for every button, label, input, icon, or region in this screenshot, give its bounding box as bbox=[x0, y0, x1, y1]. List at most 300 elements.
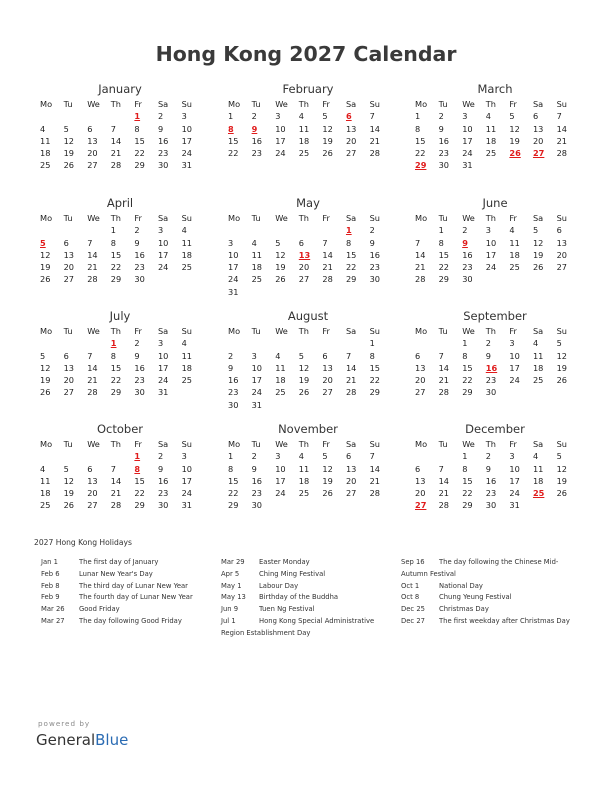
day-cell: 7 bbox=[110, 463, 116, 474]
day-cell: 8 bbox=[110, 350, 116, 361]
day-cell: 15 bbox=[462, 362, 473, 373]
weekday-header: Tu bbox=[438, 213, 448, 223]
month-september bbox=[415, 309, 575, 399]
weekday-header: Tu bbox=[63, 439, 73, 449]
day-cell: 19 bbox=[509, 135, 520, 146]
day-cell: 18 bbox=[532, 362, 544, 373]
weekday-header: We bbox=[87, 326, 100, 336]
day-cell: 9 bbox=[485, 463, 491, 474]
day-cell: 18 bbox=[298, 135, 310, 146]
day-cell: 9 bbox=[369, 237, 375, 248]
month-day-grid bbox=[40, 438, 200, 512]
day-cell: 4 bbox=[275, 350, 281, 361]
day-cell: 18 bbox=[181, 249, 192, 260]
day-cell: 6 bbox=[298, 237, 304, 248]
powered-by-text: powered by bbox=[38, 719, 91, 728]
day-cell: 13 bbox=[415, 475, 426, 486]
day-cell: 9 bbox=[157, 463, 164, 474]
day-cell: 17 bbox=[275, 475, 286, 486]
holiday-row bbox=[221, 569, 391, 581]
day-cell: 3 bbox=[275, 451, 281, 462]
weekday-header: Sa bbox=[157, 439, 169, 449]
day-cell: 10 bbox=[157, 237, 169, 248]
day-cell: 3 bbox=[251, 350, 257, 361]
month-march bbox=[415, 82, 575, 172]
weekday-header: Tu bbox=[438, 326, 448, 336]
day-cell: 10 bbox=[228, 249, 239, 260]
day-cell: 5 bbox=[40, 350, 46, 361]
day-cell: 13 bbox=[87, 135, 98, 146]
day-cell: 17 bbox=[485, 249, 497, 260]
day-cell: 24 bbox=[275, 488, 286, 499]
day-cell: 13 bbox=[87, 475, 98, 486]
day-cell: 20 bbox=[345, 475, 357, 486]
holiday-row bbox=[41, 581, 216, 593]
holiday-day-cell: 25 bbox=[532, 488, 545, 499]
holiday-row bbox=[41, 557, 216, 569]
day-cell: 17 bbox=[509, 362, 520, 373]
generalblue-logo[interactable] bbox=[36, 731, 128, 749]
weekday-header: We bbox=[87, 99, 100, 109]
empty-cell bbox=[111, 450, 135, 462]
holiday-name: Good Friday bbox=[79, 605, 120, 614]
day-cell: 13 bbox=[63, 249, 75, 260]
holiday-date: Dec 25 bbox=[401, 605, 425, 614]
day-cell: 20 bbox=[415, 375, 426, 386]
day-cell: 4 bbox=[181, 225, 187, 236]
day-cell: 8 bbox=[415, 123, 421, 134]
weekday-header: Tu bbox=[251, 99, 261, 109]
day-cell: 23 bbox=[251, 488, 263, 499]
day-cell: 15 bbox=[134, 135, 145, 146]
day-cell: 15 bbox=[369, 362, 380, 373]
weekday-header: Tu bbox=[63, 326, 73, 336]
day-cell: 27 bbox=[556, 262, 567, 273]
day-cell: 15 bbox=[415, 135, 426, 146]
weekday-header: Tu bbox=[438, 99, 448, 109]
day-cell: 6 bbox=[556, 225, 562, 236]
weekday-header: Tu bbox=[251, 213, 261, 223]
day-cell: 7 bbox=[322, 237, 328, 248]
day-cell: 5 bbox=[532, 225, 539, 236]
day-cell: 25 bbox=[40, 500, 51, 511]
month-name: April bbox=[106, 196, 134, 210]
day-cell: 2 bbox=[485, 338, 491, 349]
day-cell: 4 bbox=[509, 225, 515, 236]
day-cell: 22 bbox=[110, 262, 122, 273]
weekday-header: Su bbox=[369, 439, 380, 449]
day-cell: 22 bbox=[134, 488, 145, 499]
day-cell: 27 bbox=[345, 148, 357, 159]
weekday-header: Su bbox=[556, 99, 567, 109]
empty-cell bbox=[346, 337, 370, 349]
day-cell: 4 bbox=[532, 451, 539, 462]
month-name: March bbox=[477, 82, 513, 96]
day-cell: 25 bbox=[181, 262, 192, 273]
day-cell: 22 bbox=[438, 262, 450, 273]
empty-cell bbox=[228, 224, 252, 236]
day-cell: 18 bbox=[40, 488, 51, 499]
empty-cell bbox=[87, 337, 111, 349]
day-cell: 23 bbox=[134, 262, 145, 273]
weekday-header: Fr bbox=[509, 326, 517, 336]
day-cell: 20 bbox=[345, 135, 357, 146]
day-cell: 1 bbox=[228, 451, 234, 462]
day-cell: 9 bbox=[157, 123, 164, 134]
day-cell: 9 bbox=[228, 362, 234, 373]
day-cell: 3 bbox=[228, 237, 234, 248]
holiday-name: Ching Ming Festival bbox=[259, 569, 326, 578]
weekday-header: Mo bbox=[40, 326, 53, 336]
holiday-date: Oct 8 bbox=[401, 593, 420, 602]
weekday-header: Su bbox=[556, 439, 567, 449]
day-cell: 6 bbox=[63, 350, 69, 361]
weekday-header: Th bbox=[110, 213, 121, 223]
day-cell: 20 bbox=[322, 375, 333, 386]
day-cell: 11 bbox=[40, 475, 51, 486]
day-cell: 14 bbox=[87, 249, 98, 260]
day-cell: 23 bbox=[157, 148, 169, 159]
empty-cell bbox=[322, 224, 346, 236]
day-cell: 28 bbox=[369, 488, 380, 499]
day-cell: 10 bbox=[181, 123, 192, 134]
day-cell: 11 bbox=[181, 350, 192, 361]
holiday-day-cell: 5 bbox=[40, 237, 46, 248]
day-cell: 26 bbox=[322, 488, 333, 499]
weekday-header: Fr bbox=[509, 439, 517, 449]
holiday-column bbox=[41, 557, 216, 628]
holiday-date: Oct 1 bbox=[401, 581, 420, 590]
holiday-name: The first weekday after Christmas Day bbox=[439, 616, 570, 625]
weekday-header: Sa bbox=[157, 213, 169, 223]
day-cell: 13 bbox=[415, 362, 426, 373]
holiday-name: Birthday of the Buddha bbox=[259, 593, 339, 602]
weekday-header: Fr bbox=[134, 439, 142, 449]
empty-cell bbox=[275, 224, 299, 236]
day-cell: 27 bbox=[415, 387, 426, 398]
holiday-name: The day following the Chinese Mid-Autumn Festival bbox=[401, 558, 559, 578]
empty-cell bbox=[111, 110, 135, 122]
month-name: December bbox=[465, 422, 525, 436]
day-cell: 16 bbox=[251, 475, 263, 486]
day-cell: 2 bbox=[251, 451, 257, 462]
day-cell: 22 bbox=[228, 488, 239, 499]
day-cell: 21 bbox=[87, 375, 98, 386]
day-cell: 16 bbox=[134, 362, 145, 373]
month-day-grid bbox=[228, 325, 388, 411]
day-cell: 20 bbox=[63, 262, 75, 273]
day-cell: 18 bbox=[298, 475, 310, 486]
day-cell: 19 bbox=[63, 148, 75, 159]
day-cell: 7 bbox=[87, 237, 93, 248]
holiday-day-cell: 27 bbox=[532, 148, 545, 159]
holiday-name: The third day of Lunar New Year bbox=[79, 581, 188, 590]
day-cell: 21 bbox=[322, 262, 333, 273]
day-cell: 28 bbox=[322, 274, 333, 285]
holiday-name: Hong Kong Special Administrative Region Establishment Day bbox=[221, 616, 375, 637]
day-cell: 25 bbox=[181, 375, 192, 386]
day-cell: 8 bbox=[134, 123, 140, 134]
day-cell: 19 bbox=[40, 262, 51, 273]
day-cell: 23 bbox=[462, 262, 473, 273]
day-cell: 16 bbox=[438, 135, 450, 146]
day-cell: 26 bbox=[556, 488, 567, 499]
day-cell: 21 bbox=[369, 135, 380, 146]
day-cell: 18 bbox=[275, 375, 286, 386]
day-cell: 21 bbox=[438, 375, 450, 386]
day-cell: 11 bbox=[275, 362, 286, 373]
day-cell: 16 bbox=[251, 135, 263, 146]
day-cell: 2 bbox=[134, 338, 140, 349]
day-cell: 23 bbox=[134, 375, 145, 386]
day-cell: 15 bbox=[462, 475, 473, 486]
day-cell: 9 bbox=[134, 237, 140, 248]
day-cell: 29 bbox=[438, 274, 450, 285]
month-november bbox=[228, 422, 388, 512]
day-cell: 25 bbox=[509, 262, 520, 273]
day-cell: 20 bbox=[63, 375, 75, 386]
holiday-day-cell: 29 bbox=[415, 160, 427, 171]
weekday-header: Mo bbox=[40, 99, 53, 109]
day-cell: 11 bbox=[40, 135, 51, 146]
holiday-row bbox=[401, 616, 581, 628]
day-cell: 2 bbox=[157, 111, 164, 122]
day-cell: 31 bbox=[509, 500, 520, 511]
day-cell: 27 bbox=[322, 387, 333, 398]
weekday-header: Th bbox=[485, 326, 496, 336]
holiday-day-cell: 6 bbox=[345, 111, 352, 122]
weekday-header: We bbox=[87, 439, 100, 449]
day-cell: 10 bbox=[181, 463, 192, 474]
empty-cell bbox=[275, 337, 299, 349]
holiday-row bbox=[41, 569, 216, 581]
weekday-header: Th bbox=[485, 99, 496, 109]
day-cell: 27 bbox=[63, 387, 75, 398]
day-cell: 16 bbox=[228, 375, 239, 386]
empty-cell bbox=[252, 337, 276, 349]
day-cell: 11 bbox=[532, 463, 544, 474]
day-cell: 1 bbox=[415, 111, 421, 122]
holiday-name: Easter Monday bbox=[259, 558, 310, 566]
day-cell: 12 bbox=[40, 362, 51, 373]
month-name: July bbox=[109, 309, 131, 323]
day-cell: 5 bbox=[275, 237, 281, 248]
day-cell: 14 bbox=[369, 463, 380, 474]
day-cell: 10 bbox=[462, 123, 473, 134]
month-day-grid bbox=[40, 325, 200, 399]
day-cell: 4 bbox=[40, 463, 46, 474]
day-cell: 26 bbox=[63, 500, 75, 511]
day-cell: 25 bbox=[251, 274, 263, 285]
holiday-name: Lunar New Year's Day bbox=[79, 569, 153, 578]
day-cell: 7 bbox=[345, 350, 352, 361]
day-cell: 1 bbox=[462, 451, 468, 462]
day-cell: 28 bbox=[87, 387, 98, 398]
month-day-grid bbox=[415, 325, 575, 399]
day-cell: 24 bbox=[157, 375, 169, 386]
day-cell: 4 bbox=[532, 338, 539, 349]
day-cell: 24 bbox=[462, 148, 473, 159]
weekday-header: Fr bbox=[134, 213, 142, 223]
day-cell: 16 bbox=[485, 475, 497, 486]
weekday-header: Mo bbox=[40, 439, 53, 449]
weekday-header: Fr bbox=[322, 439, 330, 449]
weekday-header: Su bbox=[369, 326, 380, 336]
day-cell: 24 bbox=[485, 262, 497, 273]
holiday-row bbox=[41, 604, 216, 616]
day-cell: 16 bbox=[369, 249, 380, 260]
day-cell: 29 bbox=[110, 387, 122, 398]
day-cell: 3 bbox=[157, 225, 164, 236]
day-cell: 24 bbox=[509, 375, 520, 386]
day-cell: 1 bbox=[228, 111, 234, 122]
day-cell: 2 bbox=[462, 225, 468, 236]
day-cell: 5 bbox=[322, 451, 328, 462]
day-cell: 5 bbox=[322, 111, 328, 122]
weekday-header: Fr bbox=[134, 99, 142, 109]
weekday-header: Tu bbox=[63, 99, 73, 109]
month-october bbox=[40, 422, 200, 512]
holiday-name: The first day of January bbox=[79, 558, 159, 566]
day-cell: 16 bbox=[157, 475, 169, 486]
day-cell: 26 bbox=[40, 274, 51, 285]
empty-cell bbox=[64, 224, 88, 236]
month-january bbox=[40, 82, 200, 172]
weekday-header: Su bbox=[369, 213, 380, 223]
day-cell: 19 bbox=[322, 135, 333, 146]
holiday-day-cell: 8 bbox=[228, 123, 234, 134]
holiday-name: Tuen Ng Festival bbox=[259, 605, 315, 614]
day-cell: 12 bbox=[63, 475, 75, 486]
holiday-row bbox=[41, 592, 216, 604]
day-cell: 23 bbox=[369, 262, 380, 273]
day-cell: 3 bbox=[462, 111, 468, 122]
day-cell: 23 bbox=[157, 488, 169, 499]
month-name: September bbox=[463, 309, 527, 323]
day-cell: 17 bbox=[157, 362, 169, 373]
holiday-day-cell: 1 bbox=[345, 225, 352, 236]
holiday-row bbox=[401, 557, 581, 581]
day-cell: 3 bbox=[181, 451, 187, 462]
empty-cell bbox=[415, 224, 439, 236]
day-cell: 6 bbox=[87, 123, 93, 134]
month-name: October bbox=[96, 422, 144, 436]
day-cell: 31 bbox=[181, 160, 192, 171]
day-cell: 30 bbox=[228, 399, 239, 410]
holiday-row bbox=[401, 581, 581, 593]
day-cell: 8 bbox=[110, 237, 116, 248]
day-cell: 17 bbox=[509, 475, 520, 486]
day-cell: 26 bbox=[275, 274, 286, 285]
holiday-day-cell: 9 bbox=[462, 237, 468, 248]
weekday-header: Th bbox=[110, 99, 121, 109]
day-cell: 21 bbox=[438, 488, 450, 499]
holiday-column bbox=[221, 557, 391, 640]
day-cell: 10 bbox=[485, 237, 497, 248]
day-cell: 27 bbox=[63, 274, 75, 285]
day-cell: 22 bbox=[369, 375, 380, 386]
day-cell: 15 bbox=[228, 135, 239, 146]
day-cell: 28 bbox=[369, 148, 380, 159]
holiday-day-cell: 27 bbox=[415, 500, 427, 511]
day-cell: 18 bbox=[509, 249, 520, 260]
day-cell: 8 bbox=[228, 463, 234, 474]
day-cell: 22 bbox=[228, 148, 239, 159]
weekday-header: Mo bbox=[40, 213, 53, 223]
empty-cell bbox=[64, 450, 88, 462]
day-cell: 4 bbox=[298, 111, 304, 122]
weekday-header: We bbox=[275, 439, 288, 449]
day-cell: 1 bbox=[369, 338, 375, 349]
weekday-header: We bbox=[275, 99, 288, 109]
day-cell: 30 bbox=[462, 274, 473, 285]
holiday-date: Feb 6 bbox=[41, 569, 60, 578]
day-cell: 23 bbox=[485, 488, 497, 499]
holiday-day-cell: 13 bbox=[298, 249, 311, 260]
empty-cell bbox=[40, 224, 64, 236]
day-cell: 30 bbox=[485, 500, 497, 511]
month-day-grid bbox=[415, 98, 575, 172]
day-cell: 20 bbox=[532, 135, 544, 146]
day-cell: 4 bbox=[40, 123, 46, 134]
brand-blue-text: Blue bbox=[95, 731, 129, 749]
weekday-header: Th bbox=[298, 326, 309, 336]
empty-cell bbox=[87, 110, 111, 122]
day-cell: 25 bbox=[275, 387, 286, 398]
weekday-header: Mo bbox=[228, 439, 241, 449]
day-cell: 25 bbox=[485, 148, 497, 159]
weekday-header: Mo bbox=[228, 99, 241, 109]
day-cell: 29 bbox=[462, 500, 473, 511]
weekday-header: Th bbox=[110, 326, 121, 336]
day-cell: 23 bbox=[251, 148, 263, 159]
day-cell: 11 bbox=[532, 350, 544, 361]
day-cell: 28 bbox=[438, 387, 450, 398]
day-cell: 4 bbox=[251, 237, 257, 248]
weekday-header: Sa bbox=[532, 99, 544, 109]
day-cell: 13 bbox=[532, 123, 544, 134]
holiday-day-cell: 1 bbox=[134, 111, 141, 122]
day-cell: 7 bbox=[369, 451, 375, 462]
day-cell: 22 bbox=[462, 488, 473, 499]
day-cell: 25 bbox=[532, 375, 544, 386]
day-cell: 3 bbox=[181, 111, 187, 122]
month-day-grid bbox=[415, 212, 575, 286]
day-cell: 17 bbox=[275, 135, 286, 146]
day-cell: 30 bbox=[134, 274, 145, 285]
day-cell: 28 bbox=[415, 274, 426, 285]
weekday-header: Sa bbox=[532, 439, 544, 449]
weekday-header: We bbox=[275, 213, 288, 223]
day-cell: 30 bbox=[438, 160, 450, 171]
day-cell: 2 bbox=[485, 451, 491, 462]
day-cell: 18 bbox=[181, 362, 192, 373]
day-cell: 12 bbox=[322, 123, 333, 134]
day-cell: 3 bbox=[485, 225, 491, 236]
holiday-row bbox=[401, 592, 581, 604]
empty-cell bbox=[415, 450, 439, 462]
brand-general-text: General bbox=[36, 731, 96, 749]
weekday-header: Su bbox=[181, 439, 192, 449]
month-february bbox=[228, 82, 388, 159]
holiday-row bbox=[221, 557, 391, 569]
day-cell: 3 bbox=[509, 451, 515, 462]
day-cell: 7 bbox=[110, 123, 116, 134]
day-cell: 7 bbox=[438, 463, 444, 474]
day-cell: 13 bbox=[345, 123, 357, 134]
day-cell: 17 bbox=[181, 135, 192, 146]
day-cell: 21 bbox=[556, 135, 567, 146]
